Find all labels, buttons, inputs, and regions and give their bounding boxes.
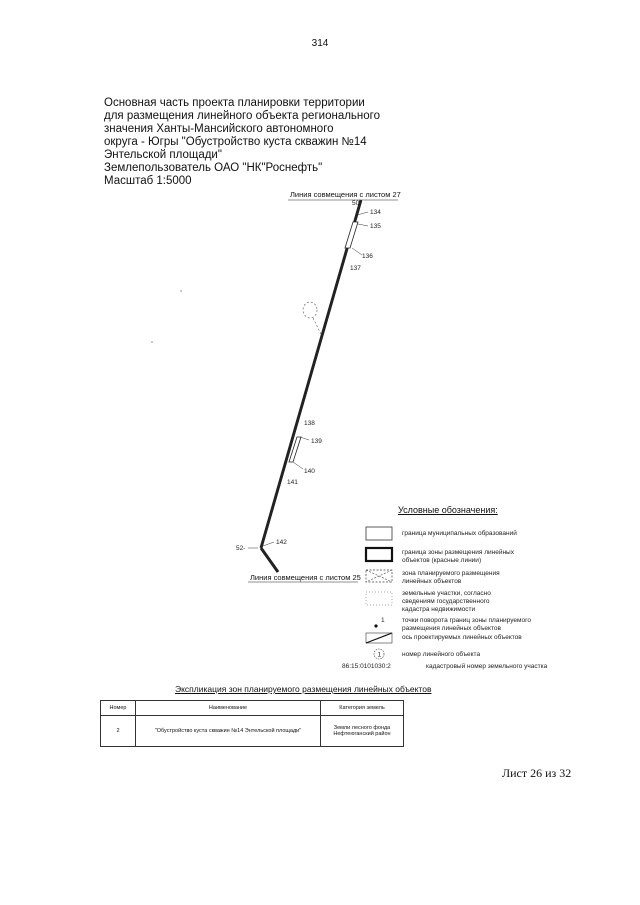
legend-title: Условные обозначения: (398, 505, 498, 515)
cadastral-number-sample: 86:15:0101030:2 (342, 663, 391, 670)
point-label: 136 (362, 253, 373, 260)
point-label: 142 (276, 539, 287, 546)
table-row (101, 716, 404, 747)
corridor-axis (263, 200, 363, 548)
legend-item: номер линейного объекта (402, 651, 481, 658)
axis-line-icon (366, 633, 392, 643)
svg-text:1: 1 (381, 617, 385, 624)
marker-label: 52- (236, 545, 246, 552)
leader-line (352, 248, 362, 255)
legend-item: кадастровый номер земельного участка (426, 663, 548, 670)
title-line: округа - Югры "Обустройство куста скважин №14 (104, 136, 367, 148)
legend-item: граница зоны размещения линейных объектов (красные линии) (402, 549, 514, 564)
point-label: 141 (287, 479, 298, 486)
title-line: Основная часть проекта планировки территории (104, 97, 365, 109)
stray-dot (180, 290, 181, 291)
scale-label: Масштаб 1:5000 (104, 175, 192, 187)
dashed-leader (313, 318, 322, 336)
municipal-boundary-icon (366, 527, 392, 540)
column-header: Наименование (136, 701, 321, 716)
svg-text:1: 1 (377, 651, 382, 659)
point-label: 134 (370, 209, 381, 216)
dashed-ring (303, 302, 317, 318)
table-cell: 2 (101, 716, 136, 747)
leader-line (358, 224, 368, 226)
bottom-match-line-label: Линия совмещения с листом 25 (250, 573, 361, 582)
point-label: 135 (370, 223, 381, 230)
title-line: Землепользователь ОАО "НК"Роснефть" (104, 162, 323, 174)
legend-item: граница муниципальных образований (402, 530, 517, 537)
table-cell: "Обустройство куста скважин №14 Энтельской площади" (136, 716, 321, 747)
corridor-bend (261, 548, 278, 572)
red-line-icon (366, 548, 392, 561)
small-marker: 50 (352, 200, 360, 207)
column-header: Категория земель (321, 701, 404, 716)
explication-table (100, 700, 404, 747)
object-number-icon (374, 649, 384, 659)
legend-item: точки поворота границ зоны планируемого размещения линейных объектов (402, 617, 531, 632)
corridor-boundary (261, 200, 361, 548)
legend-item: земельные участки, согласно сведениям государственного кадастра недвижимости (402, 590, 491, 613)
title-line: для размещения линейного объекта регионального (104, 110, 380, 122)
planned-zone-icon (366, 570, 392, 582)
title-line: Энтельской площади" (104, 149, 222, 161)
table-cell: Земли лесного фонда Нефтеюганский район (321, 716, 404, 747)
legend-item: ось проектируемых линейных объектов (402, 634, 522, 641)
point-label: 137 (350, 265, 361, 272)
legend-item: зона планируемого размещения линейных объектов (402, 570, 500, 585)
stray-dot (151, 341, 152, 342)
point-label: 139 (311, 438, 322, 445)
page-number: 314 (311, 38, 329, 49)
leader-line (293, 462, 303, 469)
column-header: Номер (101, 701, 136, 716)
top-match-line-label: Линия совмещения с листом 27 (290, 190, 401, 199)
land-plot-icon (366, 592, 392, 605)
leader-line (300, 437, 309, 440)
table-caption: Экспликация зон планируемого размещения линейных объектов (175, 684, 432, 694)
table-header-row (101, 701, 404, 716)
point-label: 138 (304, 420, 315, 427)
widening-zone (345, 222, 358, 248)
title-line: значения Ханты-Мансийского автономного (104, 123, 334, 135)
sheet-label: Лист 26 из 32 (502, 766, 572, 780)
turn-point-icon (374, 617, 385, 628)
point-label: 140 (304, 468, 315, 475)
